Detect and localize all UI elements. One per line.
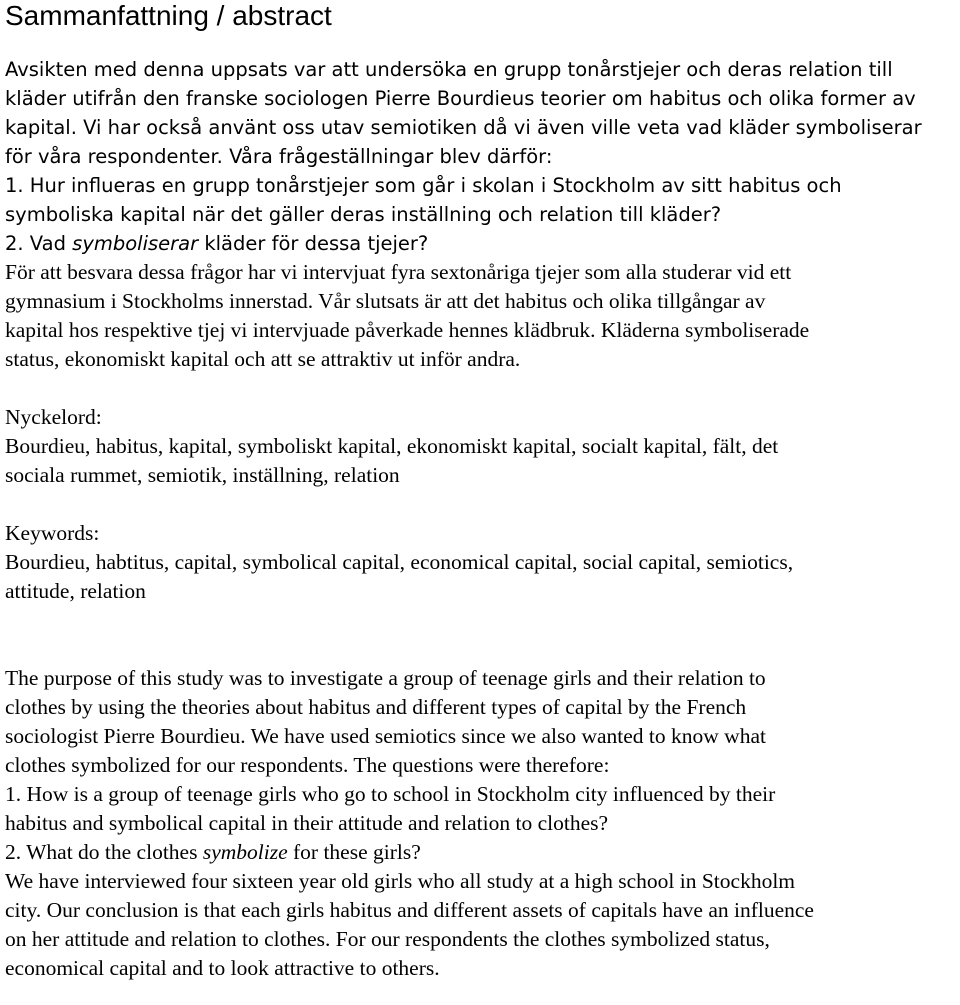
english-intro-line: sociologist Pierre Bourdieu. We have used semiotics since we also wanted to know what bbox=[5, 724, 766, 748]
nyckelord-label: Nyckelord: bbox=[5, 405, 102, 429]
swedish-intro-line: kläder utifrån den franske sociologen Pierre Bourdieus teorier om habitus och olika former av bbox=[5, 87, 916, 110]
swedish-intro-line: kapital. Vi har också använt oss utav semiotiken då vi även ville veta vad kläder symboliserar bbox=[5, 116, 922, 139]
swedish-conclusion-line: status, ekonomiskt kapital och att se attraktiv ut inför andra. bbox=[5, 347, 521, 371]
emphasis-text: symboliserar bbox=[72, 232, 199, 255]
swedish-intro-line: Avsikten med denna uppsats var att undersöka en grupp tonårstjejer och deras relation till bbox=[5, 58, 893, 81]
keywords-label: Keywords: bbox=[5, 521, 100, 545]
english-method-line: city. Our conclusion is that each girls habitus and different assets of capitals have an influence bbox=[5, 898, 814, 922]
english-question-1-line: 1. How is a group of teenage girls who go to school in Stockholm city influenced by their bbox=[5, 782, 776, 806]
english-method-line: economical capital and to look attractive to others. bbox=[5, 956, 440, 980]
swedish-intro-line: för våra respondenter. Våra frågeställningar blev därför: bbox=[5, 145, 553, 168]
swedish-conclusion-line: kapital hos respektive tjej vi intervjuade påverkade hennes klädbruk. Kläderna symboliserade bbox=[5, 318, 810, 342]
swedish-abstract bbox=[5, 55, 957, 374]
english-method-line: on her attitude and relation to clothes. For our respondents the clothes symbolized status, bbox=[5, 927, 770, 951]
nyckelord-list-line: sociala rummet, semiotik, inställning, relation bbox=[5, 463, 400, 487]
english-question-1-line: habitus and symbolical capital in their attitude and relation to clothes? bbox=[5, 811, 609, 835]
swedish-question-1-line: symboliska kapital när det gäller deras inställning och relation till kläder? bbox=[5, 203, 722, 226]
swedish-method-line: gymnasium i Stockholms innerstad. Vår slutsats är att det habitus och olika tillgångar av bbox=[5, 289, 766, 313]
nyckelord-section bbox=[5, 403, 957, 490]
document-page bbox=[5, 0, 957, 983]
english-question-2: 2. What do the clothes symbolize for these girls? bbox=[5, 840, 421, 864]
page-title: Sammanfattning / abstract bbox=[5, 0, 332, 31]
english-intro-line: clothes symbolized for our respondents. The questions were therefore: bbox=[5, 753, 610, 777]
swedish-question-2: 2. Vad symboliserar kläder för dessa tjejer? bbox=[5, 232, 429, 255]
swedish-method-line: För att besvara dessa frågor har vi intervjuat fyra sextonåriga tjejer som alla studerar vid ett bbox=[5, 260, 792, 284]
english-intro-line: The purpose of this study was to investigate a group of teenage girls and their relation to bbox=[5, 666, 766, 690]
swedish-question-1-line: 1. Hur influeras en grupp tonårstjejer som går i skolan i Stockholm av sitt habitus och bbox=[5, 174, 842, 197]
english-abstract bbox=[5, 664, 957, 983]
nyckelord-list-line: Bourdieu, habitus, kapital, symboliskt kapital, ekonomiskt kapital, socialt kapital, fält, det bbox=[5, 434, 779, 458]
emphasis-text: symbolize bbox=[202, 840, 288, 864]
keywords-list-line: attitude, relation bbox=[5, 579, 146, 603]
english-intro-line: clothes by using the theories about habitus and different types of capital by the French bbox=[5, 695, 747, 719]
keywords-list-line: Bourdieu, habtitus, capital, symbolical capital, economical capital, social capital, semiotics, bbox=[5, 550, 794, 574]
keywords-section bbox=[5, 519, 957, 606]
english-method-line: We have interviewed four sixteen year old girls who all study at a high school in Stockholm bbox=[5, 869, 796, 893]
